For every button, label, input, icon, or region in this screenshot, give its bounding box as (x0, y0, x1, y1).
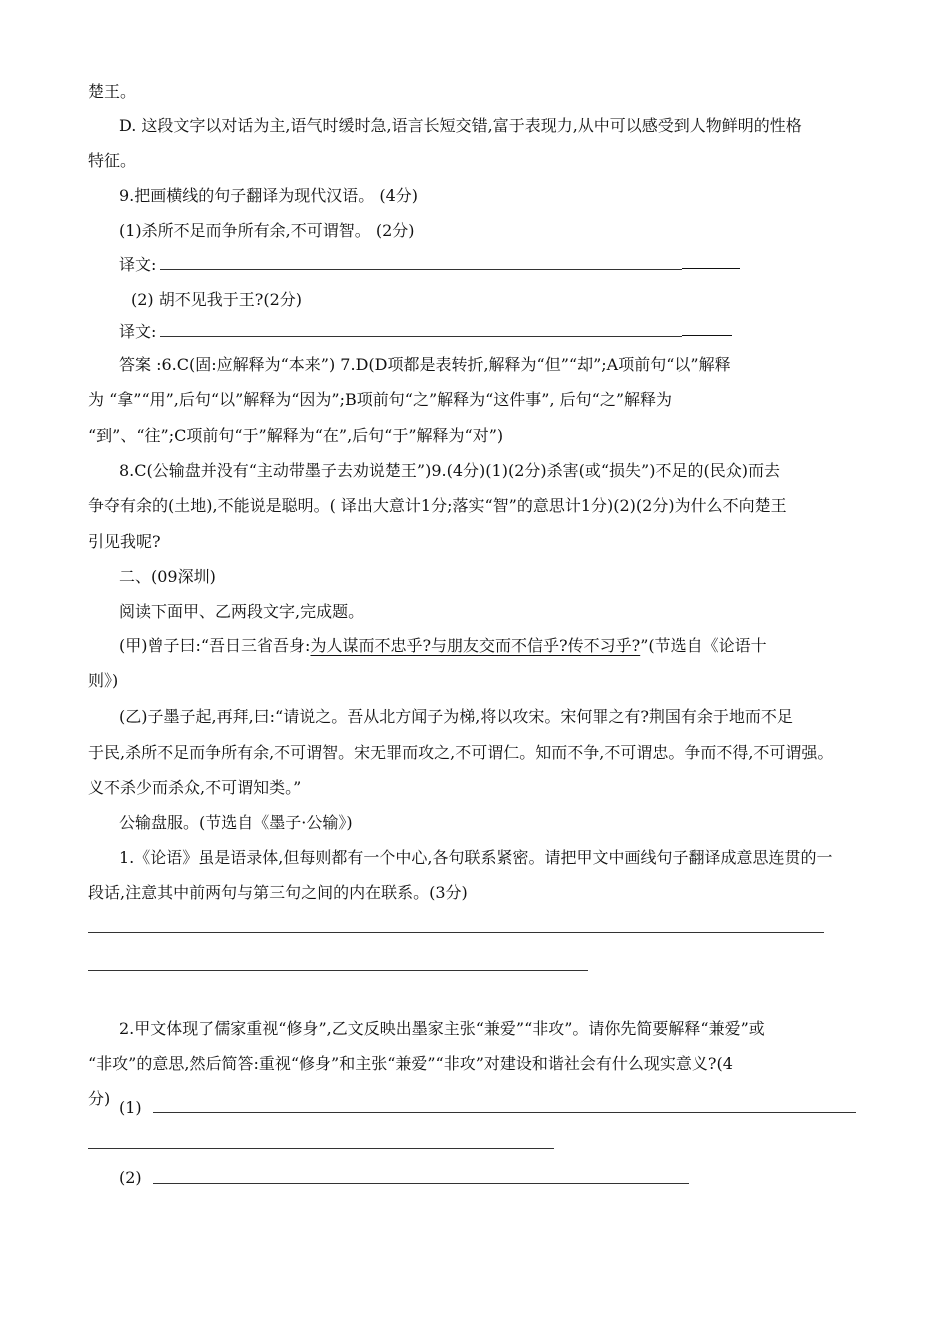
question-2: “非攻”的意思,然后简答:重视“修身”和主张“兼爱”“非攻”对建设和谐社会有什么现实意义?(4 (88, 1054, 733, 1073)
underlined-sentence: 为人谋而不忠乎?与朋友交而不信乎?传不习乎? (310, 636, 641, 655)
passage-a (119, 634, 767, 658)
answer-line[interactable] (88, 970, 588, 971)
passage-b-source: 公输盘服。(节选自《墨子·公输》) (119, 813, 353, 832)
passage-b: 于民,杀所不足而争所有余,不可谓智。宋无罪而攻之,不可谓仁。知而不争,不可谓忠。争而不得,不可谓强。 (88, 743, 834, 762)
question-9-2: (2) 胡不见我于王?(2分) (131, 290, 302, 309)
answer-key: 引见我呢? (88, 532, 161, 551)
option-d-line: D. 这段文字以对话为主,语气时缓时急,语言长短交错,富于表现力,从中可以感受到人物鲜明的性格 (119, 116, 802, 135)
question-1: 1.《论语》虽是语录体,但每则都有一个中心,各句联系紧密。请把甲文中画线句子翻译成意思连贯的一 (119, 848, 833, 867)
question-9-1: (1)杀所不足而争所有余,不可谓智。 (2分) (119, 221, 415, 240)
answer-line[interactable] (682, 268, 740, 269)
answer-line[interactable] (682, 335, 732, 336)
passage-a-text: (甲)曾子曰:“吾日三省吾身: (119, 636, 311, 655)
answer-line[interactable] (88, 932, 824, 933)
answer-key: 8.C(公输盘并没有“主动带墨子去劝说楚王”)9.(4分)(1)(2分)杀害(或“损失”)不足的(民众)而去 (119, 461, 780, 480)
answer-1-label: (1) (119, 1098, 142, 1117)
question-9: 9.把画横线的句子翻译为现代汉语。 (4分) (119, 186, 419, 205)
question-2: 2.甲文体现了儒家重视“修身”,乙文反映出墨家主张“兼爱”“非攻”。请你先简要解释“兼爱”或 (119, 1019, 765, 1038)
text-line: 楚王。 (88, 82, 137, 101)
answer-line[interactable] (160, 336, 682, 337)
answer-2-label: (2) (119, 1168, 142, 1187)
passage-b: (乙)子墨子起,再拜,曰:“请说之。吾从北方闻子为梯,将以攻宋。宋何罪之有?荆国有余于地而不足 (119, 707, 793, 726)
answer-key: 争夺有余的(土地),不能说是聪明。( 译出大意计1分;落实“智”的意思计1分)(2)(2分)为什么不向楚王 (88, 496, 787, 515)
answer-key: 答案 :6.C(固:应解释为“本来”) 7.D(D项都是表转折,解释为“但”“却”;A项前句“以”解释 (119, 355, 731, 374)
passage-a-source: ”(节选自《论语十 (640, 636, 767, 655)
instruction: 阅读下面甲、乙两段文字,完成题。 (119, 602, 365, 621)
section-heading: 二、(09深圳) (119, 567, 216, 586)
answer-line[interactable] (153, 1112, 856, 1113)
question-2: 分) (88, 1089, 111, 1108)
translation-label: 译文: (119, 255, 157, 274)
answer-key: 为 “拿”“用”,后句“以”解释为“因为”;B项前句“之”解释为“这件事”, 后句“之”解释为 (88, 390, 673, 409)
text-line: 特征。 (88, 151, 137, 170)
passage-b: 义不杀少而杀众,不可谓知类。” (88, 778, 302, 797)
answer-line[interactable] (153, 1183, 689, 1184)
answer-key: “到”、“往”;C项前句“于”解释为“在”,后句“于”解释为“对”) (88, 426, 504, 445)
answer-line[interactable] (160, 269, 682, 270)
passage-a: 则》) (88, 671, 119, 690)
translation-label: 译文: (119, 322, 157, 341)
answer-line[interactable] (88, 1148, 554, 1149)
question-1: 段话,注意其中前两句与第三句之间的内在联系。(3分) (88, 883, 468, 902)
